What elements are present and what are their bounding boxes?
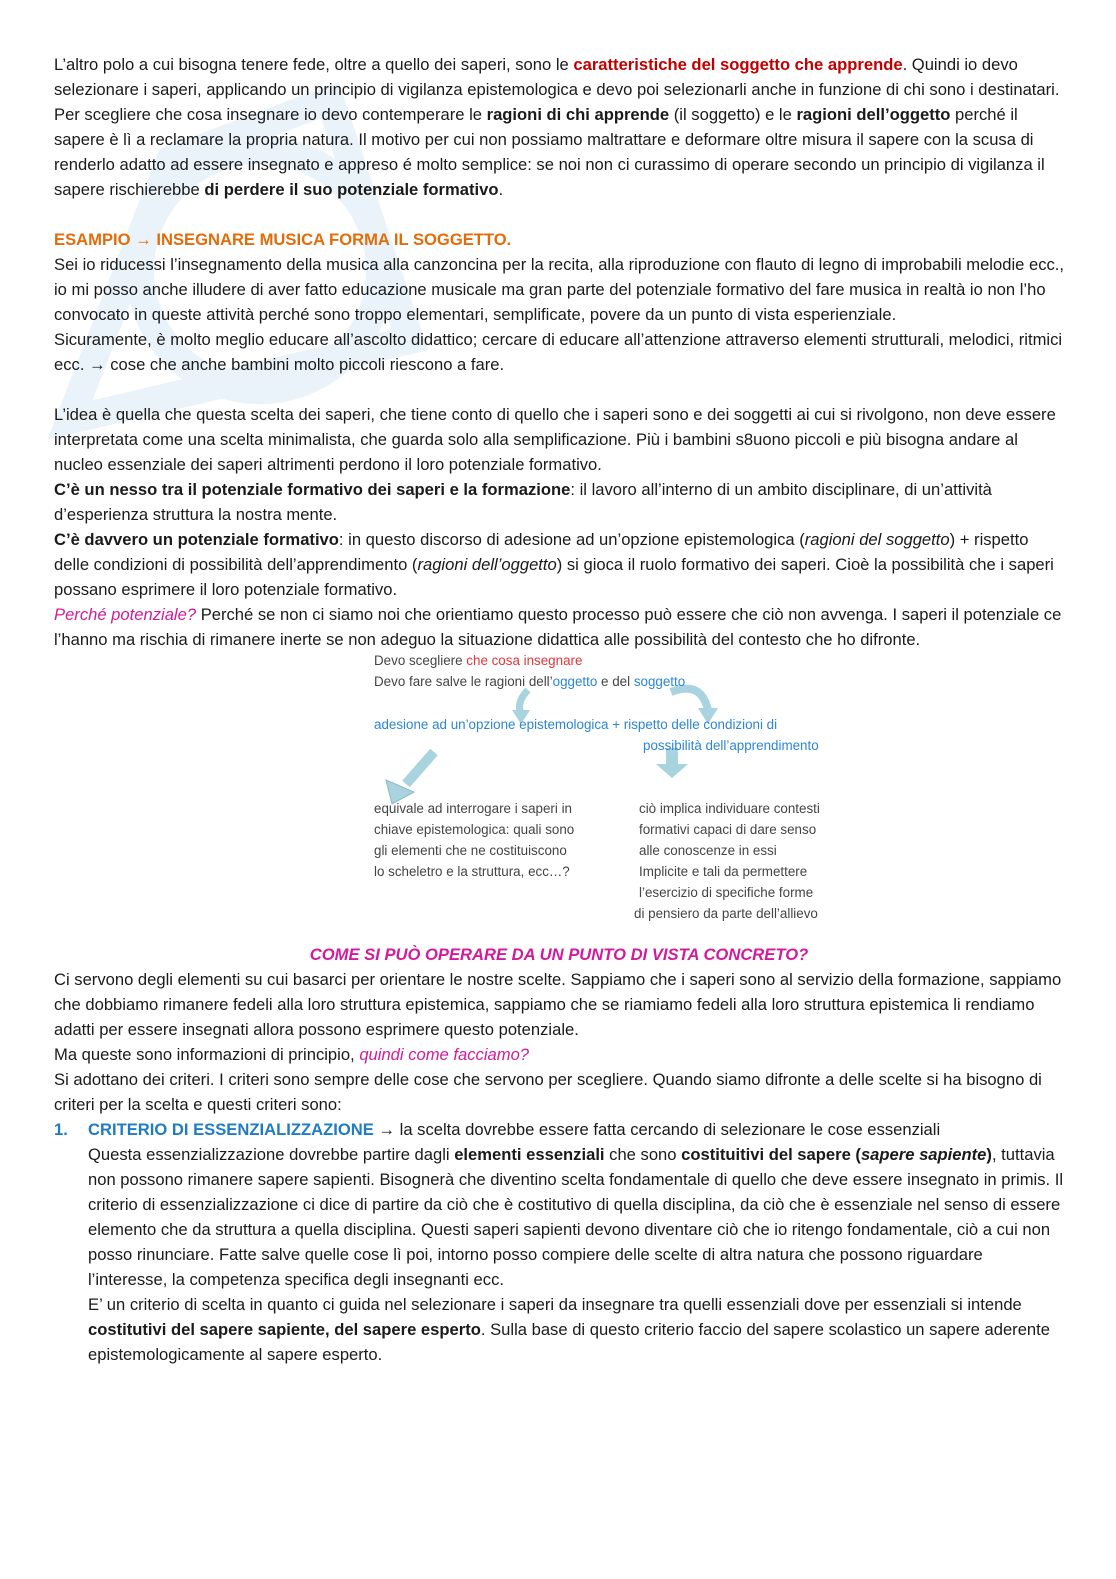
- criterion-body: Questa essenzializzazione dovrebbe partire dagli elementi essenziali che sono costituitivi del sapere (sapere sapiente), tuttavia non possono rimanere sapere sapienti. Bisognerà che diventino scelta fondamentale di quello che deve essere insegnato in primis. Il criterio di essenzializzazione ci dice di partire da ciò che è costitutivo di quella disciplina, da ciò che è essenziale nel senso di essere elemento che da struttura a quella disciplina. Questi saperi sapienti devono diventare ciò che io ritengo fondamentale, ciò a cui non posso rinunciare. Fatte salve quelle cose lì poi, intorno posso compiere delle scelte di altra natura che possono riguardare l’interesse, la competenza specifica degli insegnanti ecc.: [88, 1145, 1064, 1289]
- right-box-line: ciò implica individuare contesti: [639, 801, 820, 816]
- section-title: COME SI PUÒ OPERARE DA UN PUNTO DI VISTA CONCRETO?: [309, 945, 809, 964]
- right-arrow-icon: →: [378, 1120, 396, 1139]
- criterion-conclusion: E’ un criterio di scelta in quanto ci guida nel selezionare i saperi da insegnare tra quelli essenziali dove per essenziali si intende costitutivi del sapere sapiente, del sapere esperto. Sulla base di questo criterio faccio del sapere scolastico un sapere aderente epistemologicamente al sapere esperto.: [88, 1295, 1051, 1364]
- paragraph-2: Per scegliere che cosa insegnare io devo contemperare le ragioni di chi apprende (il soggetto) e le ragioni dell’oggetto perché il sapere è lì a reclamare la propria natura. Il motivo per cui non possiamo maltrattare e deformare oltre misura il sapere con la scusa di renderlo adatto ad essere insegnato e appreso é molto semplice: se noi non ci curassimo di operare secondo un principio di vigilanza il sapere rischierebbe di perdere il suo potenziale formativo.: [54, 105, 1045, 199]
- concept-diagram: [316, 652, 820, 942]
- right-box-line: alle conoscenze in essi: [639, 843, 777, 858]
- right-box-line: di pensiero da parte dell’allievo: [634, 906, 818, 921]
- diagram-line-1: Devo scegliere che cosa insegnare: [374, 653, 583, 668]
- paragraph-6: C’è un nesso tra il potenziale formativo dei saperi e la formazione: il lavoro all’interno di un ambito disciplinare, di un’attività d’esperienza struttura la nostra mente.: [54, 480, 992, 524]
- paragraph-11: Si adottano dei criteri. I criteri sono sempre delle cose che servono per scegliere. Quando siamo difronte a delle scelte si ha bisogno di criteri per la scelta e questi criteri sono:: [54, 1070, 1042, 1114]
- document-page: [54, 52, 1064, 1367]
- paragraph-5: L’idea è quella che questa scelta dei saperi, che tiene conto di quello che i saperi sono e dei soggetti ai cui si rivolgono, non deve essere interpretata come una scelta minimalista, che guarda solo alla semplificazione. Più i bambini s8uono piccoli e più bisogna andare al nucleo essenziale dei saperi altrimenti perdono il loro potenziale formativo.: [54, 405, 1056, 474]
- down-arrow-head-icon: [656, 764, 688, 778]
- paragraph-4: Sicuramente, è molto meglio educare all’ascolto didattico; cercare di educare all’attenzione attraverso elementi strutturali, melodici, ritmici ecc. → cose che anche bambini molto piccoli riescono a fare.: [54, 330, 1063, 374]
- paragraph-1: L’altro polo a cui bisogna tenere fede, oltre a quello dei saperi, sono le caratteristiche del soggetto che apprende. Quindi io devo selezionare i saperi, applicando un principio di vigilanza epistemologica e devo poi selezionarli anche in funzione di chi sono i destinatari.: [54, 55, 1060, 99]
- paragraph-10: Ma queste sono informazioni di principio, quindi come facciamo?: [54, 1045, 530, 1064]
- list-number: 1.: [54, 1120, 68, 1139]
- criterion-title-line: CRITERIO DI ESSENZIALIZZAZIONE → la scelta dovrebbe essere fatta cercando di selezionare le cose essenziali: [88, 1120, 941, 1139]
- diagonal-arrow-icon: [406, 752, 434, 784]
- left-box-line: gli elementi che ne costituiscono: [374, 843, 567, 858]
- paragraph-9: Ci servono degli elementi su cui basarci per orientare le nostre scelte. Sappiamo che i saperi sono al servizio della formazione, sappiamo che dobbiamo rimanere fedeli alla loro struttura epistemica, sappiamo che se riamiamo fedeli alla loro struttura epistemica li rendiamo adatti per essere insegnati allora possono esprimere questo potenziale.: [54, 970, 1062, 1039]
- right-box-line: Implicite e tali da permettere: [639, 864, 808, 879]
- right-arrow-icon: →: [89, 355, 106, 374]
- paragraph-8: Perché potenziale? Perché se non ci siamo noi che orientiamo questo processo può essere che ciò non avvenga. I saperi il potenziale ce l’hanno ma rischia di rimanere inerte se non adeguo la situazione didattica alle possibilità del contesto che ho difronte.: [54, 605, 1062, 649]
- paragraph-3: Sei io riducessi l’insegnamento della musica alla canzoncina per la recita, alla riproduzione con flauto di legno di improbabili melodie ecc., io mi posso anche illudere di aver fatto educazione musicale ma gran parte del potenziale formativo del fare musica in realtà io non l’ho convocato in queste attività perché sono troppo elementari, semplificate, povere da un punto di vista esperienziale.: [54, 255, 1065, 324]
- left-box-line: chiave epistemologica: quali sono: [374, 822, 575, 837]
- right-box-line: formativi capaci di dare senso: [639, 822, 817, 837]
- right-box-line: l’esercizio di specifiche forme: [639, 885, 814, 900]
- diagram-line-2: Devo fare salve le ragioni dell’oggetto e del soggetto: [374, 674, 686, 689]
- diagram-line-3: adesione ad un’opzione epistemologica + rispetto delle condizioni di: [374, 717, 778, 732]
- left-box-line: equivale ad interrogare i saperi in: [374, 801, 573, 816]
- paragraph-7: C’è davvero un potenziale formativo: in questo discorso di adesione ad un’opzione epistemologica (ragioni del soggetto) + rispetto delle condizioni di possibilità dell’apprendimento (ragioni dell’oggetto) si gioca il ruolo formativo dei saperi. Cioè la possibilità che i saperi possano esprimere il loro potenziale formativo.: [54, 530, 1054, 599]
- criteria-list-item-1: [54, 1117, 1064, 1367]
- diagram-line-4: possibilità dell’apprendimento: [643, 738, 819, 753]
- right-arrow-icon: →: [135, 230, 152, 249]
- example-heading: ESAMPIO → INSEGNARE MUSICA FORMA IL SOGGETTO.: [54, 230, 512, 249]
- left-box-line: lo scheletro e la struttura, ecc…?: [374, 864, 570, 879]
